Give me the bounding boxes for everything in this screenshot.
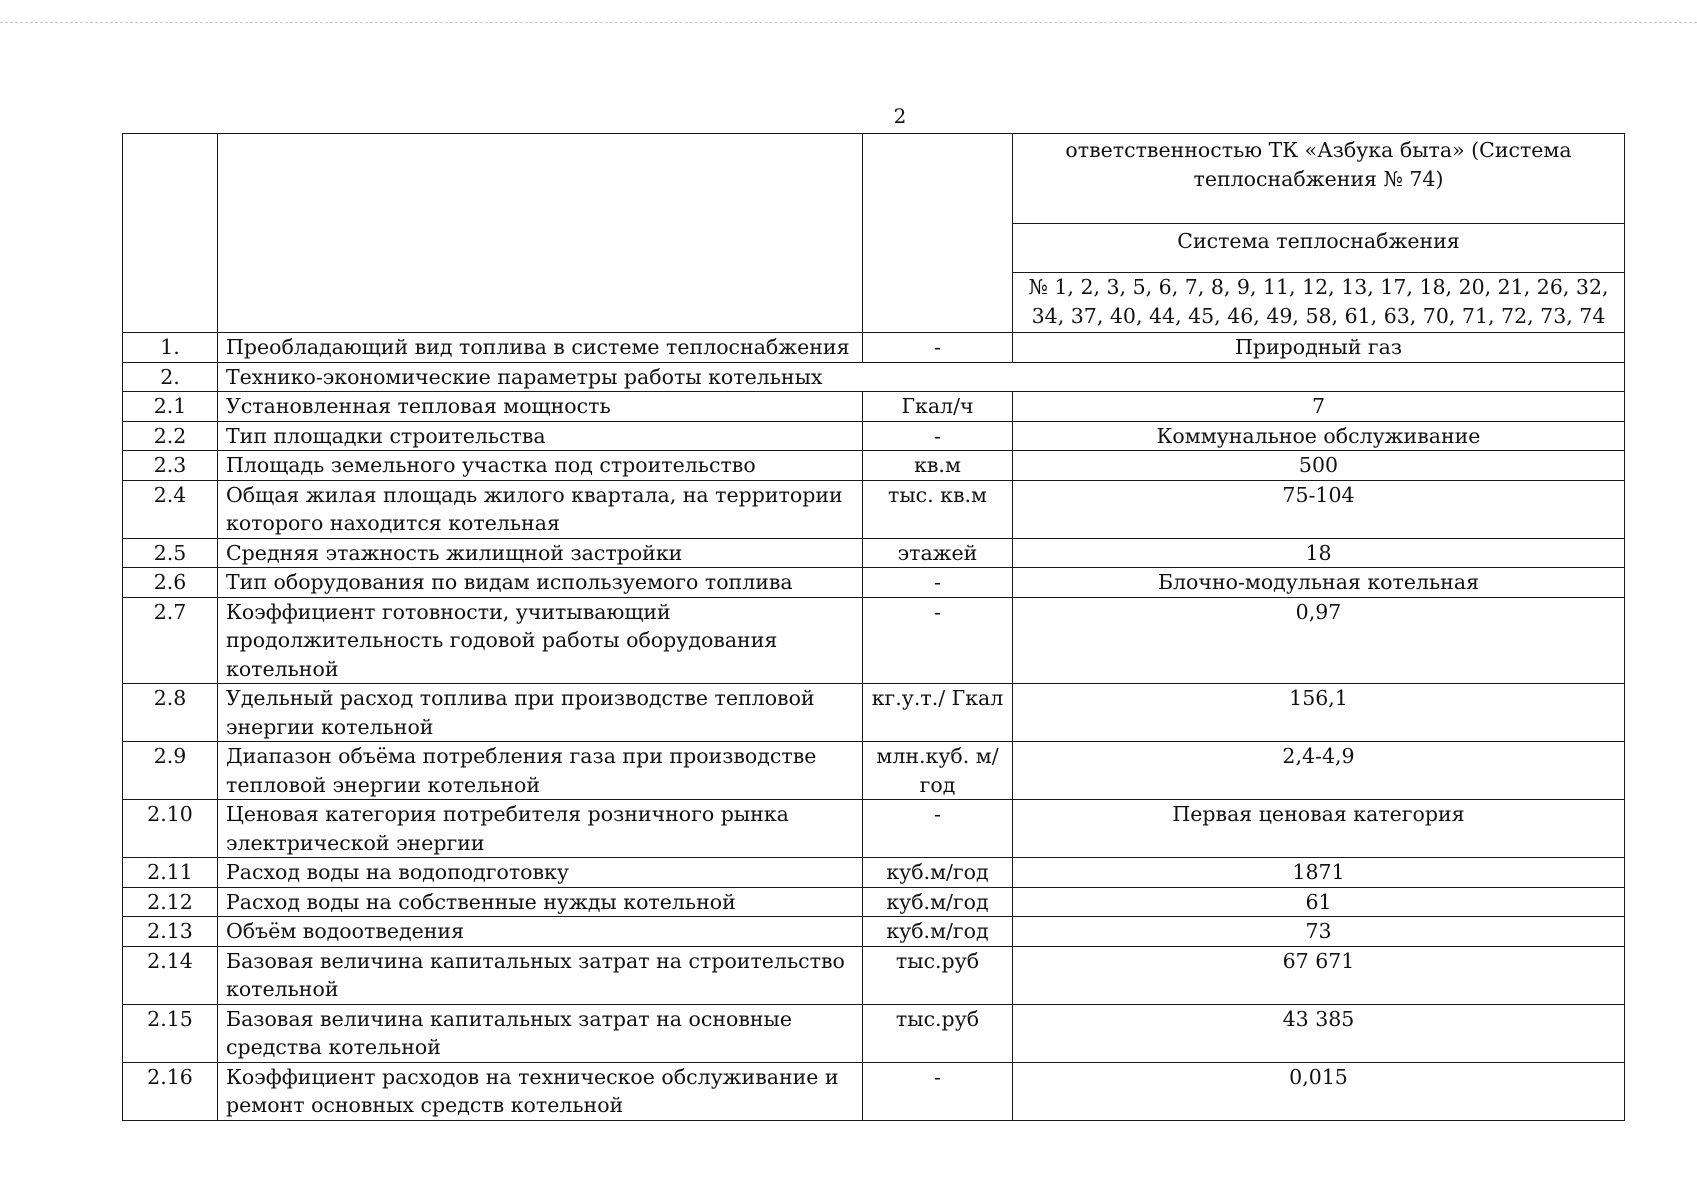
row-unit: - [863, 421, 1013, 451]
header-system-label: Система теплоснабжения [1013, 223, 1624, 273]
row-number: 2.6 [123, 568, 218, 598]
row-number: 2.2 [123, 421, 218, 451]
row-value: 18 [1013, 538, 1625, 568]
header-system-cell [1013, 134, 1625, 333]
table-row [123, 946, 1625, 1004]
scan-edge-line [0, 22, 1697, 23]
row-value: 156,1 [1013, 684, 1625, 742]
row-parameter: Расход воды на собственные нужды котельной [218, 887, 863, 917]
row-number: 2.7 [123, 597, 218, 684]
row-unit: кг.у.т./ Гкал [863, 684, 1013, 742]
row-number: 2.14 [123, 946, 218, 1004]
row-parameter: Площадь земельного участка под строительство [218, 451, 863, 481]
row-parameter: Технико-экономические параметры работы котельных [218, 362, 1625, 392]
row-parameter: Удельный расход топлива при производстве тепловой энергии котельной [218, 684, 863, 742]
row-number: 2.8 [123, 684, 218, 742]
row-number: 2.9 [123, 742, 218, 800]
table-row [123, 597, 1625, 684]
row-number: 2. [123, 362, 218, 392]
table-row [123, 392, 1625, 422]
header-unit-cell [863, 134, 1013, 333]
table-row [123, 538, 1625, 568]
row-parameter: Тип площадки строительства [218, 421, 863, 451]
row-parameter: Базовая величина капитальных затрат на строительство котельной [218, 946, 863, 1004]
row-parameter: Общая жилая площадь жилого квартала, на территории которого находится котельная [218, 480, 863, 538]
row-number: 1. [123, 333, 218, 363]
row-parameter: Тип оборудования по видам используемого топлива [218, 568, 863, 598]
row-value: 7 [1013, 392, 1625, 422]
row-value: 0,015 [1013, 1062, 1625, 1120]
row-parameter: Расход воды на водоподготовку [218, 858, 863, 888]
table-row [123, 333, 1625, 363]
table-row [123, 568, 1625, 598]
header-num-cell [123, 134, 218, 333]
row-value: 67 671 [1013, 946, 1625, 1004]
table-row [123, 684, 1625, 742]
row-value: 61 [1013, 887, 1625, 917]
row-parameter: Объём водоотведения [218, 917, 863, 947]
row-unit: - [863, 333, 1013, 363]
row-number: 2.15 [123, 1004, 218, 1062]
row-unit: - [863, 568, 1013, 598]
row-value: 0,97 [1013, 597, 1625, 684]
row-number: 2.12 [123, 887, 218, 917]
row-parameter: Средняя этажность жилищной застройки [218, 538, 863, 568]
row-value: Первая ценовая категория [1013, 800, 1625, 858]
row-number: 2.16 [123, 1062, 218, 1120]
row-parameter: Преобладающий вид топлива в системе теплоснабжения [218, 333, 863, 363]
row-number: 2.11 [123, 858, 218, 888]
table-row [123, 1004, 1625, 1062]
table-row [123, 421, 1625, 451]
row-value: 75-104 [1013, 480, 1625, 538]
row-number: 2.5 [123, 538, 218, 568]
page-number: 2 [893, 104, 907, 128]
row-number: 2.13 [123, 917, 218, 947]
row-unit: кв.м [863, 451, 1013, 481]
row-unit: тыс.руб [863, 946, 1013, 1004]
row-value: 2,4-4,9 [1013, 742, 1625, 800]
table-row [123, 451, 1625, 481]
row-unit: куб.м/год [863, 887, 1013, 917]
row-value: Блочно-модульная котельная [1013, 568, 1625, 598]
row-parameter: Коэффициент расходов на техническое обслуживание и ремонт основных средств котельной [218, 1062, 863, 1120]
row-parameter: Базовая величина капитальных затрат на основные средства котельной [218, 1004, 863, 1062]
table-section-row [123, 362, 1625, 392]
parameters-table [122, 133, 1625, 1121]
header-param-cell [218, 134, 863, 333]
row-number: 2.3 [123, 451, 218, 481]
row-parameter: Коэффициент готовности, учитывающий продолжительность годовой работы оборудования котельной [218, 597, 863, 684]
row-value: 1871 [1013, 858, 1625, 888]
header-system-numbers: № 1, 2, 3, 5, 6, 7, 8, 9, 11, 12, 13, 17, 18, 20, 21, 26, 32, 34, 37, 40, 44, 45, 46, 49, 58, 61, 63, 70, 71, 72, 73, 74 [1028, 275, 1609, 328]
row-value: Коммунальное обслуживание [1013, 421, 1625, 451]
table-row [123, 917, 1625, 947]
table-row [123, 742, 1625, 800]
row-parameter: Диапазон объёма потребления газа при производстве тепловой энергии котельной [218, 742, 863, 800]
row-value: 43 385 [1013, 1004, 1625, 1062]
row-unit: куб.м/год [863, 917, 1013, 947]
row-unit: тыс. кв.м [863, 480, 1013, 538]
table-row [123, 480, 1625, 538]
row-number: 2.1 [123, 392, 218, 422]
row-parameter: Установленная тепловая мощность [218, 392, 863, 422]
row-value: 500 [1013, 451, 1625, 481]
row-unit: тыс.руб [863, 1004, 1013, 1062]
header-responsibility: ответственностью ТК «Азбука быта» (Система теплоснабжения № 74) [1065, 138, 1572, 191]
row-value: Природный газ [1013, 333, 1625, 363]
table-row [123, 887, 1625, 917]
table-row [123, 800, 1625, 858]
row-parameter: Ценовая категория потребителя розничного рынка электрической энергии [218, 800, 863, 858]
row-unit: этажей [863, 538, 1013, 568]
row-number: 2.10 [123, 800, 218, 858]
row-unit: млн.куб. м/ год [863, 742, 1013, 800]
row-unit: Гкал/ч [863, 392, 1013, 422]
row-unit: - [863, 597, 1013, 684]
table-row [123, 1062, 1625, 1120]
row-unit: - [863, 800, 1013, 858]
row-value: 73 [1013, 917, 1625, 947]
table-header-row [123, 134, 1625, 333]
table-row [123, 858, 1625, 888]
row-unit: - [863, 1062, 1013, 1120]
row-number: 2.4 [123, 480, 218, 538]
row-unit: куб.м/год [863, 858, 1013, 888]
